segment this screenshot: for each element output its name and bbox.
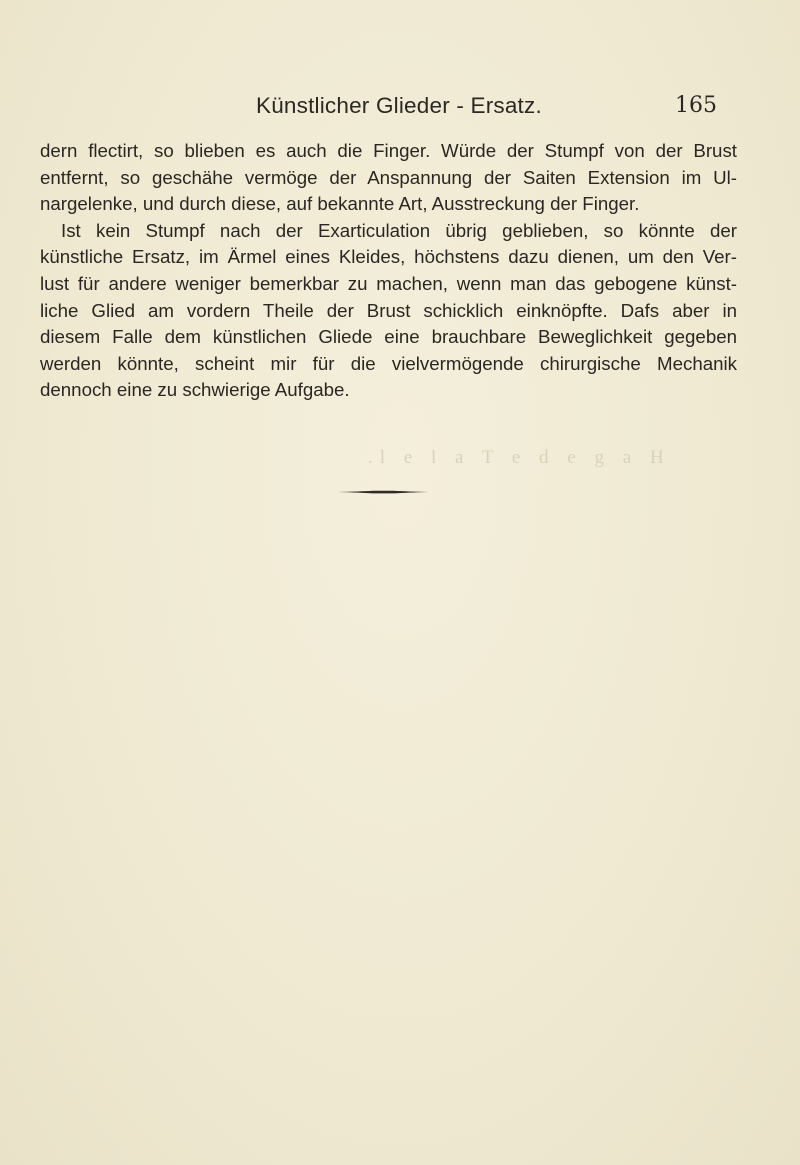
bleed-through-text: .l e l a T e d e g a H	[368, 447, 671, 468]
text-line: werden könnte, scheint mir für die vielvermögende chirurgische Mechanik	[40, 352, 737, 374]
page-number: 165	[675, 93, 717, 118]
text-line: nargelenke, und durch diese, auf bekannte Art, Ausstreckung der Finger.	[40, 193, 640, 215]
text-line: entfernt, so geschähe vermöge der Anspannung der Saiten Extension im Ul-	[40, 166, 737, 188]
body-text	[40, 138, 737, 404]
page-header	[0, 93, 800, 125]
text-line: diesem Falle dem künstlichen Gliede eine brauchbare Beweglichkeit gegeben	[40, 326, 737, 348]
text-line: dern flectirt, so blieben es auch die Finger. Würde der Stumpf von der Brust	[40, 140, 737, 161]
text-line: lust für andere weniger bemerkbar zu machen, wenn man das gebogene künst-	[40, 272, 737, 294]
running-title: Künstlicher Glieder - Ersatz.	[256, 93, 542, 118]
text-line: dennoch eine zu schwierige Aufgabe.	[40, 379, 350, 401]
text-line: Ist kein Stumpf nach der Exarticulation übrig geblieben, so könnte der	[61, 219, 737, 241]
text-line: liche Glied am vordern Theile der Brust schicklich einknöpfte. Dafs aber in	[40, 299, 737, 321]
ornamental-rule	[338, 490, 429, 494]
text-line: künstliche Ersatz, im Ärmel eines Kleides, höchstens dazu dienen, um den Ver-	[40, 246, 737, 268]
